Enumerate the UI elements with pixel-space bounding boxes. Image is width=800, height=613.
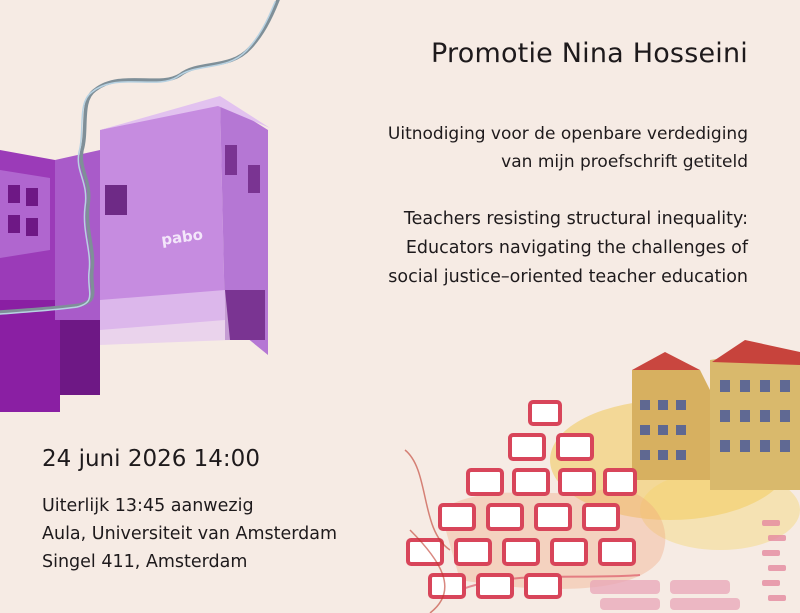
brick-and-houses-illustration <box>400 330 800 613</box>
venue-name: Aula, Universiteit van Amsterdam <box>42 524 338 544</box>
venue-address: Singel 411, Amsterdam <box>42 552 248 572</box>
page-title: Promotie Nina Hosseini <box>431 38 748 69</box>
event-details <box>42 492 337 576</box>
thesis-line-1: Teachers resisting structural inequality: <box>403 209 748 229</box>
thesis-line-3: social justice–oriented teacher education <box>388 267 748 287</box>
building-sign-text: pabo <box>160 225 205 249</box>
thesis-line-2: Educators navigating the challenges of <box>405 238 748 258</box>
thesis-title <box>388 205 748 292</box>
event-datetime: 24 juni 2026 14:00 <box>42 446 260 472</box>
invitation-intro <box>388 120 748 176</box>
intro-line-2: van mijn proefschrift getiteld <box>501 152 748 172</box>
intro-line-1: Uitnodiging voor de openbare verdediging <box>387 124 748 144</box>
pabo-building-illustration <box>0 0 290 420</box>
arrival-time: Uiterlijk 13:45 aanwezig <box>42 496 254 516</box>
